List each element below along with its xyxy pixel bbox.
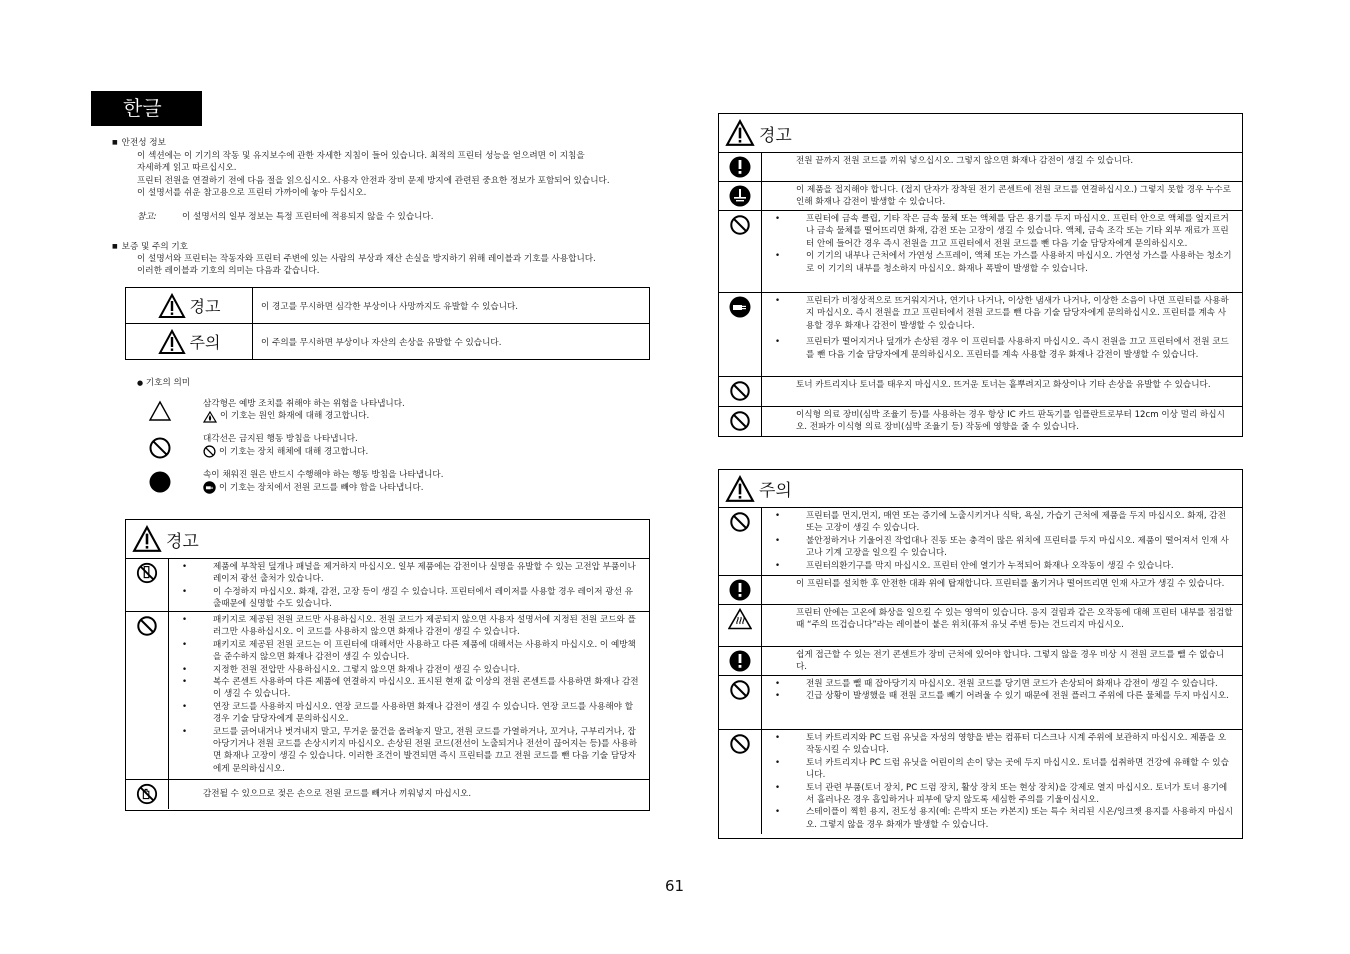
- caution-row-text: [762, 576, 1242, 604]
- label-caution-cell: [126, 324, 253, 359]
- label-caution-desc: 이 주의를 무시하면 부상이나 자산의 손상을 유발할 수 있습니다.: [261, 337, 502, 348]
- safety-line: 프린터 전원을 연결하기 전에 다음 절을 읽으십시오. 사용자 안전과 장비 문제 방지에 관련된 중요한 정보가 포함되어 있습니다.: [137, 175, 610, 186]
- safety-line: 이 설명서를 쉬운 참고용으로 프린터 가까이에 놓아 두십시오.: [137, 188, 367, 199]
- prohibited-icon: [719, 508, 762, 575]
- warning-box-header: [126, 520, 649, 559]
- warning-row-text: [762, 211, 1242, 292]
- warning-row: [719, 376, 1242, 406]
- no-disassembly-small-icon: [203, 445, 216, 458]
- caution-row: [719, 508, 1242, 575]
- language-tab: [91, 91, 202, 126]
- warning-plain-text: 토너 카트리지나 토너를 태우지 마십시오. 뜨거운 토너는 흩뿌려지고 화상이나 기타 손상을 유발할 수 있습니다.: [796, 380, 1211, 390]
- caution-bullet: • 토너 카트리지나 PC 드럼 유닛을 어린이의 손이 닿는 곳에 두지 마십시오. 토너를 섭취하면 건강에 유해할 수 있습니다.: [806, 757, 1234, 782]
- warning-row-text: [762, 407, 1242, 437]
- warning-row-text: [762, 153, 1242, 181]
- warning-row-text: [762, 377, 1242, 406]
- warning-row: [719, 153, 1242, 181]
- caution-bullet: • 긴급 상황이 발생했을 때 전원 코드를 빼기 어려울 수 있기 때문에 전원 플러그 주위에 다른 물체를 두지 마십시오.: [806, 690, 1234, 702]
- warning-bullet: • 복수 콘센트 사용하여 다른 제품에 연결하지 마십시오. 표시된 현재 값 이상의 전원 콘센트를 사용하면 화재나 감전이 생길 수 있습니다.: [213, 676, 641, 701]
- caution-bullet: • 프린터의환기구를 막지 마십시오. 프린터 안에 열기가 누적되어 화재나 오작동이 생길 수 있습니다.: [806, 560, 1234, 572]
- caution-bullet: • 토너 관련 부품(토너 장치, PC 드럼 장치, 활상 장치 또는 현상 장치)을 강제로 열지 마십시오. 토너가 토너 용기에서 흘러나온 경우 흡입하거나 피부에 닿지 않도록 세심한 주의를 기울이십시오.: [806, 782, 1234, 807]
- mandatory-icon: [719, 647, 762, 675]
- symbols-heading: ■ 보증 및 주의 기호: [112, 241, 188, 254]
- warning-bullet: • 프린터에 금속 클립, 기타 작은 금속 물체 또는 액체를 담은 용기를 두지 마십시오. 프린터 안으로 액체를 엎지르거나 금속 물체를 떨어뜨리면 화재, 감전 또는 고장이 생길 수 있습니다. 액체, 금속 조각 또는 기타 외부 재료가 프린터 안에 들어간 경우 즉시 전원을 끄고 프린터에서 전원 코드를 뺀 다음 기술 담당자에게 문의하십시오.: [806, 213, 1234, 250]
- warning-bullet: • 패키지로 제공된 전원 코드는 이 프린터에 대해서만 사용하고 다른 제품에 대해서는 사용하지 마십시오. 이 예방책을 준수하지 않으면 화재나 감전이 생길 수 있습니다.: [213, 639, 641, 664]
- warning-row-text: [169, 559, 649, 611]
- no-wet-hands-icon: [126, 780, 169, 809]
- symbol-item-filled: [203, 469, 443, 494]
- mandatory-icon: [719, 153, 762, 181]
- warning-row: [719, 292, 1242, 376]
- symbol-desc: 대각선은 금지된 행동 방침을 나타냅니다.: [203, 434, 358, 444]
- warning-plain-text: 전원 끝까지 전원 코드를 끼워 넣으십시오. 그렇지 않으면 화재나 감전이 생길 수 있습니다.: [796, 156, 1134, 166]
- warning-row: [126, 559, 649, 611]
- prohibited-icon: [719, 407, 762, 437]
- prohibited-icon: [719, 211, 762, 292]
- prohibited-icon: [719, 730, 762, 834]
- caution-box-right: [718, 469, 1243, 839]
- symbol-example: 이 기호는 장치 해체에 대해 경고합니다.: [219, 446, 369, 457]
- warning-row: [126, 611, 649, 779]
- symbol-meaning-title: 기호의 의미: [145, 378, 191, 388]
- label-warning-text: 경고: [189, 297, 221, 316]
- label-row-warning: [126, 288, 649, 323]
- symbol-example: 이 기호는 원인 화재에 대해 경고합니다.: [220, 411, 370, 422]
- warning-box-right: [718, 113, 1243, 437]
- warning-bullet: • 코드를 긁어내거나 벗겨내지 말고, 무거운 물건을 올려놓지 말고, 전원 코드를 가열하거나, 꼬거나, 구부리거나, 잡아당기거나 전원 코드를 손상시키지 마십시오. 손상된 전원 코드(전선이 노출되거나 전선이 끊어지는 등)를 사용하면 화재나 고장이 생길 수 있습니다. 이러한 조건이 발견되면 즉시 프린터를 끄고 전원 코드를 뺀 다음 기술 담당자에게 문의하십시오.: [213, 726, 641, 776]
- warning-triangle-icon: [158, 293, 186, 319]
- warning-row-text: [762, 293, 1242, 376]
- warning-bullet: • 제품에 부착된 덮개나 패널을 제거하지 마십시오. 일부 제품에는 감전이나 실명을 유발할 수 있는 고전압 부품이나 레이저 광선 출처가 있습니다.: [213, 561, 641, 586]
- label-row-caution: [126, 323, 649, 359]
- warning-bullet: • 프린터가 떨어지거나 덮개가 손상된 경우 이 프린터를 사용하지 마십시오. 즉시 전원을 끄고 프린터에서 전원 코드를 뺀 다음 기술 담당자에게 문의하십시오. 프린터를 계속 사용할 경우 화재나 감전이 발생할 수 있습니다.: [806, 336, 1234, 361]
- mandatory-icon: [719, 576, 762, 604]
- note-text: 이 설명서의 일부 정보는 특정 프린터에 적용되지 않을 수 있습니다.: [182, 212, 434, 222]
- warning-bullet: • 지정한 전원 전압만 사용하십시오. 그렇지 않으면 화재나 감전이 생길 수 있습니다.: [213, 664, 641, 676]
- symbol-item-prohibited: [203, 433, 368, 458]
- symbol-example: 이 기호는 장치에서 전원 코드를 빼야 함을 나타냅니다.: [219, 482, 424, 493]
- warning-plain-text: 이 제품을 접지해야 합니다. (접지 단자가 장착된 전기 콘센트에 전원 코드를 연결하십시오.) 그렇지 못할 경우 누수로 인해 화재나 감전이 발생할 수 있습니다.: [796, 185, 1232, 208]
- warning-bullet: • 패키지로 제공된 전원 코드만 사용하십시오. 전원 코드가 제공되지 않으면 사용자 설명서에 지정된 전원 코드와 플러그만 사용하십시오. 이 코드를 사용하지 않으면 화재나 감전이 생길 수 있습니다.: [213, 614, 641, 639]
- symbols-line: 이 설명서와 프린터는 작동자와 프린터 주변에 있는 사람의 부상과 재산 손실을 방지하기 위해 레이블과 기호를 사용합니다.: [137, 254, 596, 264]
- caution-row: [719, 575, 1242, 604]
- caution-row-text: [762, 676, 1242, 729]
- page-number: 61: [665, 877, 685, 895]
- warning-row: [719, 406, 1242, 437]
- filled-circle-icon: [149, 471, 171, 497]
- caution-bullet: • 전원 코드를 뺄 때 잡아당기지 마십시오. 전원 코드를 당기면 코드가 손상되어 화재나 감전이 생길 수 있습니다.: [806, 678, 1234, 690]
- hot-surface-icon: [719, 605, 762, 646]
- prohibited-icon: [719, 377, 762, 406]
- caution-plain-text: 쉽게 접근할 수 있는 전기 콘센트가 장비 근처에 있어야 합니다. 그렇지 않을 경우 비상 시 전원 코드를 뺄 수 없습니다.: [796, 650, 1225, 673]
- unplug-small-icon: [203, 481, 216, 494]
- warning-bullet: • 이 수정하지 마십시오. 화재, 감전, 고장 등이 생길 수 있습니다. 프린터에서 레이저를 사용할 경우 레이저 광선 유출때문에 실명할 수도 있습니다.: [213, 586, 641, 611]
- warning-row-text: [169, 780, 649, 809]
- warning-bullet: • 프린터가 비정상적으로 뜨거워지거나, 연기나 나거나, 이상한 냄새가 나거나, 이상한 소음이 나면 프린터를 사용하지 마십시오. 즉시 전원을 끄고 프린터에서 전원 코드를 뺀 다음 기술 담당자에게 문의하십시오. 프린터를 계속 사용할 경우 화재나 감전이 발생할 수 있습니다.: [806, 295, 1234, 332]
- caution-box-header: [719, 470, 1242, 508]
- caution-plain-text: 이 프린터를 설치한 후 안전한 대좌 위에 탑재합니다. 프린터를 옮기거나 떨어뜨리면 인재 사고가 생길 수 있습니다.: [796, 579, 1225, 589]
- caution-row-text: [762, 647, 1242, 675]
- warning-triangle-icon: [132, 525, 162, 553]
- warning-bullet: • 이 기기의 내부나 근처에서 가연성 스프레이, 액체 또는 가스를 사용하지 마십시오. 가연성 가스를 사용하는 청소기로 이 기기의 내부를 청소하지 마십시오. 화재나 폭발이 발생할 수 있습니다.: [806, 250, 1234, 275]
- symbols-body: [137, 253, 677, 278]
- caution-row-text: [762, 508, 1242, 575]
- symbol-desc: 삼각형은 예방 조치를 취해야 하는 위험을 나타냅니다.: [203, 399, 405, 409]
- prohibited-icon: [719, 676, 762, 729]
- warning-plain-text: 감전될 수 있으므로 젖은 손으로 전원 코드를 빼거나 끼워넣지 마십시오.: [203, 789, 472, 800]
- safety-line: 자세하게 읽고 따르십시오.: [137, 163, 237, 174]
- symbols-line: 이러한 레이블과 기호의 의미는 다음과 같습니다.: [137, 266, 320, 277]
- label-warning-desc: 이 경고를 무시하면 심각한 부상이나 사망까지도 유발할 수 있습니다.: [261, 301, 519, 312]
- no-disassembly-icon: [126, 559, 169, 611]
- caution-row: [719, 729, 1242, 834]
- caution-row: [719, 675, 1242, 729]
- caution-bullet: • 프린터를 먼지,먼지, 매연 또는 증기에 노출시키거나 식탁, 욕실, 가습기 근처에 제품을 두지 마십시오. 화재, 감전 또는 고장이 생길 수 있습니다.: [806, 510, 1234, 535]
- warning-box-header: [719, 114, 1242, 153]
- caution-row: [719, 604, 1242, 646]
- triangle-icon: [148, 400, 172, 426]
- warning-row-text: [762, 182, 1242, 210]
- caution-box-title: 주의: [759, 481, 792, 501]
- label-warning-cell: [126, 288, 253, 323]
- safety-line: 이 섹션에는 이 기기의 작동 및 유지보수에 관한 자세한 지침이 들어 있습니다. 최적의 프린터 성능을 얻으려면 이 지침을: [137, 151, 585, 161]
- language-label: 한글: [123, 96, 162, 120]
- symbol-desc: 속이 채워진 원은 반드시 수행해야 하는 행동 방침을 나타냅니다.: [203, 470, 444, 480]
- symbol-item-triangle: [203, 398, 405, 423]
- warning-row: [126, 779, 649, 809]
- warning-row-text: [169, 612, 649, 779]
- caution-bullet: • 스테이플이 찍힌 용지, 전도성 용지(예: 은박지 또는 카본지) 또는 특수 처리된 시온/잉크젯 용지를 사용하지 마십시오. 그렇지 않을 경우 화재가 발생할 수 있습니다.: [806, 806, 1234, 831]
- warning-row: [719, 181, 1242, 210]
- warning-triangle-icon: [725, 119, 755, 147]
- warning-bullet: • 연장 코드를 사용하지 마십시오. 연장 코드를 사용하면 화재나 감전이 생길 수 있습니다. 연장 코드를 사용해야 할 경우 기술 담당자에게 문의하십시오.: [213, 701, 641, 726]
- caution-row-text: [762, 605, 1242, 646]
- label-caution-text: 주의: [189, 333, 221, 352]
- warning-box-title: 경고: [166, 531, 199, 552]
- warning-box-title: 경고: [759, 125, 792, 146]
- warning-box-left: [125, 519, 650, 811]
- symbol-meaning-heading: ● 기호의 의미: [137, 378, 191, 388]
- label-table: [125, 287, 650, 360]
- caution-bullet: • 토너 카트리지와 PC 드럼 유닛을 자성의 영향을 받는 컴퓨터 디스크나 시계 주위에 보관하지 마십시오. 제품을 오작동시킬 수 있습니다.: [806, 732, 1234, 757]
- unplug-icon: [719, 293, 762, 376]
- ground-icon: [719, 182, 762, 210]
- fire-warning-icon: [203, 411, 217, 423]
- warning-row: [719, 210, 1242, 292]
- warning-plain-text: 이식형 의료 장비(심박 조율기 등)를 사용하는 경우 항상 IC 카드 판독기를 임플란트로부터 12cm 이상 멀리 하십시오. 전파가 이식형 의료 장비(심박 조율기 등) 작동에 영향을 줄 수 있습니다.: [796, 410, 1225, 433]
- safety-info-body: [137, 150, 697, 200]
- safety-info-heading: ■ 안전성 정보: [112, 137, 166, 150]
- caution-bullet: • 불안정하거나 기울어진 작업대나 진동 또는 충격이 많은 위치에 프린터를 두지 마십시오. 제품이 떨어져서 인재 사고나 기계 고장을 일으킬 수 있습니다.: [806, 535, 1234, 560]
- caution-row-text: [762, 730, 1242, 834]
- prohibited-icon: [126, 612, 169, 779]
- caution-row: [719, 646, 1242, 675]
- note-label: 참고:: [137, 212, 157, 222]
- caution-triangle-icon: [725, 475, 755, 503]
- caution-triangle-icon: [158, 329, 186, 355]
- caution-plain-text: 프린터 안에는 고온에 화상을 일으킬 수 있는 영역이 있습니다. 응지 걸림과 같은 오작동에 대해 프린터 내부를 점검할 때 “주의 뜨겁습니다”라는 레이블이 붙은 위치(퓨저 유닛 주변 등)는 건드리지 마십시오.: [796, 608, 1233, 631]
- prohibited-icon: [148, 436, 172, 464]
